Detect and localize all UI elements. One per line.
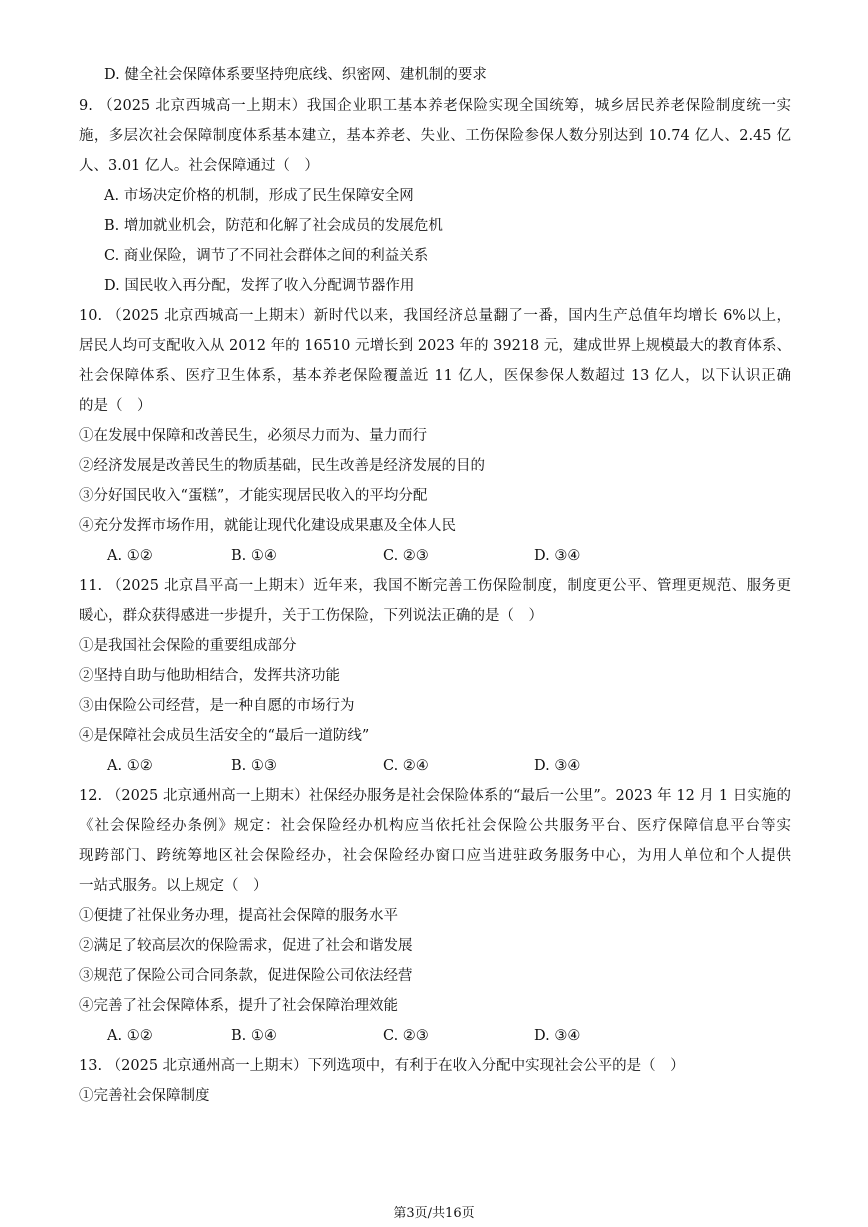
q10-stem-line-1: 10. （2025 北京西城高一上期末）新时代以来，我国经济总量翻了一番，国内生产总值年均增长 6%以上，	[79, 308, 791, 324]
q9-option-c: C. 商业保险，调节了不同社会群体之间的利益关系	[104, 248, 429, 264]
q12-option-b: B. ①④	[231, 1028, 277, 1044]
q9-stem-line-2: 施，多层次社会保障制度体系基本建立，基本养老、失业、工伤保险参保人数分别达到 10.74 亿人、2.45 亿	[79, 128, 791, 144]
q12-stem-line-3: 现跨部门、跨统筹地区社会保险经办，社会保险经办窗口应当进驻政务服务中心，为用人单位和个人提供	[79, 848, 791, 864]
q11-option-a: A. ①②	[107, 758, 153, 774]
q10-statement-2: ②经济发展是改善民生的物质基础，民生改善是经济发展的目的	[79, 458, 485, 474]
q10-options	[107, 546, 707, 566]
q11-stem-line-2: 暖心，群众获得感进一步提升，关于工伤保险，下列说法正确的是（ ）	[79, 608, 543, 624]
q10-stem-line-4: 的是（ ）	[79, 398, 152, 414]
page-number: 第3页/共16页	[393, 1206, 475, 1221]
q10-option-a: A. ①②	[107, 548, 153, 564]
q12-stem-line-2: 《社会保险经办条例》规定：社会保险经办机构应当依托社会保险公共服务平台、医疗保障信息平台等实	[79, 818, 791, 834]
q12-statement-2: ②满足了较高层次的保险需求，促进了社会和谐发展	[79, 938, 413, 954]
q12-option-a: A. ①②	[107, 1028, 153, 1044]
q12-statement-1: ①便捷了社保业务办理，提高社会保障的服务水平	[79, 908, 398, 924]
q10-statement-4: ④充分发挥市场作用，就能让现代化建设成果惠及全体人民	[79, 518, 456, 534]
q10-option-d: D. ③④	[534, 548, 581, 564]
q9-stem-line-1: 9. （2025 北京西城高一上期末）我国企业职工基本养老保险实现全国统筹，城乡居民养老保险制度统一实	[79, 98, 791, 114]
q10-stem-line-2: 居民人均可支配收入从 2012 年的 16510 元增长到 2023 年的 39218 元，建成世界上规模最大的教育体系、	[79, 338, 791, 354]
q11-option-c: C. ②④	[383, 758, 429, 774]
q11-stem-line-1: 11. （2025 北京昌平高一上期末）近年来，我国不断完善工伤保险制度，制度更公平、管理更规范、服务更	[79, 578, 791, 594]
q13-stem-line-1: 13. （2025 北京通州高一上期末）下列选项中，有利于在收入分配中实现社会公平的是（ ）	[79, 1058, 685, 1074]
q11-statement-2: ②坚持自助与他助相结合，发挥共济功能	[79, 668, 340, 684]
q12-statement-3: ③规范了保险公司合同条款，促进保险公司依法经营	[79, 968, 413, 984]
q10-statement-1: ①在发展中保障和改善民生，必须尽力而为、量力而行	[79, 428, 427, 444]
q11-options	[107, 756, 707, 776]
q10-stem-line-3: 社会保障体系、医疗卫生体系，基本养老保险覆盖近 11 亿人，医保参保人数超过 13 亿人，以下认识正确	[79, 368, 791, 384]
q8-option-d: D. 健全社会保障体系要坚持兜底线、织密网、建机制的要求	[104, 67, 487, 83]
q11-option-b: B. ①③	[231, 758, 277, 774]
q10-statement-3: ③分好国民收入“蛋糕”，才能实现居民收入的平均分配	[79, 488, 428, 504]
q12-option-d: D. ③④	[534, 1028, 581, 1044]
q11-statement-4: ④是保障社会成员生活安全的“最后一道防线”	[79, 728, 370, 744]
q9-option-d: D. 国民收入再分配，发挥了收入分配调节器作用	[104, 278, 415, 294]
q9-option-b: B. 增加就业机会，防范和化解了社会成员的发展危机	[104, 218, 443, 234]
q11-statement-1: ①是我国社会保险的重要组成部分	[79, 638, 297, 654]
q11-statement-3: ③由保险公司经营，是一种自愿的市场行为	[79, 698, 355, 714]
q12-stem-line-1: 12. （2025 北京通州高一上期末）社保经办服务是社会保险体系的“最后一公里”。2023 年 12 月 1 日实施的	[79, 788, 791, 804]
q12-option-c: C. ②③	[383, 1028, 429, 1044]
q9-stem-line-3: 人、3.01 亿人。社会保障通过（ ）	[79, 158, 319, 174]
q10-option-c: C. ②③	[383, 548, 429, 564]
q10-option-b: B. ①④	[231, 548, 277, 564]
q12-statement-4: ④完善了社会保障体系，提升了社会保障治理效能	[79, 998, 398, 1014]
q12-options	[107, 1026, 707, 1046]
q13-statement-1: ①完善社会保障制度	[79, 1088, 210, 1104]
q12-stem-line-4: 一站式服务。以上规定（ ）	[79, 878, 268, 894]
q11-option-d: D. ③④	[534, 758, 581, 774]
q9-option-a: A. 市场决定价格的机制，形成了民生保障安全网	[104, 188, 414, 204]
